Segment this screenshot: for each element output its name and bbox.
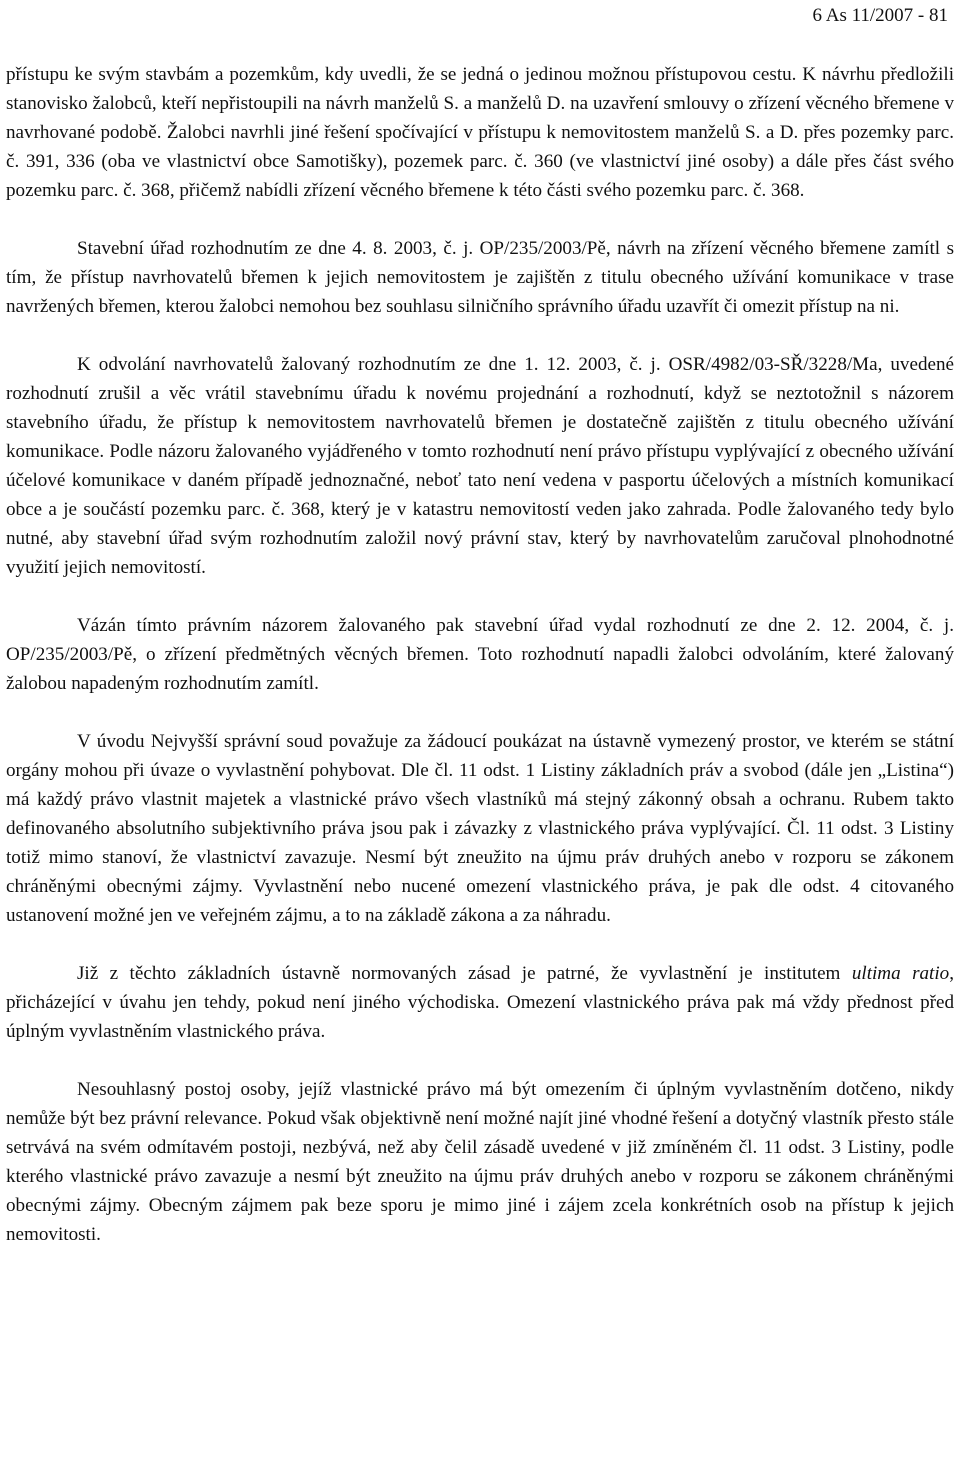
paragraph-appeal-decision: K odvolání navrhovatelů žalovaný rozhodnutím ze dne 1. 12. 2003, č. j. OSR/4982/03-SŘ/3228/Ma, uvedené rozhodnutí zrušil a věc vrátil stavebnímu úřadu k novému projednání a rozhodnutí, když se neztotožnil s názorem stavebního úřadu, že přístup k nemovitostem navrhovatelů břemen je dostatečně zajištěn z titulu obecného užívání komunikace. Podle názoru žalovaného vyjádřeného v tomto rozhodnutí není právo přístupu vyplývající z obecného užívání účelové komunikace v daném případě jednoznačné, neboť tato není vedena v pasportu účelových a místních komunikací obce a je součástí pozemku parc. č. 368, který je v katastru nemovitostí veden jako zahrada. Podle žalovaného tedy bylo nutné, aby stavební úřad svým rozhodnutím založil nový právní stav, který by navrhovatelům zaručoval plnohodnotné využití jejich nemovitostí.	[6, 354, 954, 578]
document-body	[6, 60, 954, 1278]
ultima-ratio-text-before: Již z těchto základních ústavně normovaných zásad je patrné, že vyvlastnění je institutem	[77, 963, 852, 984]
paragraph-bound-decision: Vázán tímto právním názorem žalovaného pak stavební úřad vydal rozhodnutí ze dne 2. 12. 2004, č. j. OP/235/2003/Pě, o zřízení předmětných věcných břemen. Toto rozhodnutí napadli žalobci odvoláním, které žalovaný žalobou napadeným rozhodnutím zamítl.	[6, 615, 954, 694]
ultima-ratio-italic-term: ultima ratio	[851, 963, 950, 984]
case-reference-header: 6 As 11/2007 - 81	[812, 5, 948, 26]
paragraph-building-office-decision: Stavební úřad rozhodnutím ze dne 4. 8. 2003, č. j. OP/235/2003/Pě, návrh na zřízení věcného břemene zamítl s tím, že přístup navrhovatelů břemen k jejich nemovitostem je zajištěn z titulu obecného užívání komunikace v trase navržených břemen, kterou žalobci nemohou bez souhlasu silničního správního úřadu uzavřít či omezit přístup na ni.	[6, 238, 954, 317]
paragraph-ultima-ratio	[6, 959, 954, 1046]
paragraph-owner-disagreement: Nesouhlasný postoj osoby, jejíž vlastnické právo má být omezením či úplným vyvlastněním dotčeno, nikdy nemůže být bez právní relevance. Pokud však objektivně není možné najít jiné vhodné řešení a dotyčný vlastník přesto stále setrvává na svém odmítavém postoji, nezbývá, než aby čelil zásadě uvedené v již zmíněném čl. 11 odst. 3 Listiny, podle kterého vlastnické právo zavazuje a nesmí být zneužito na újmu práv druhých anebo v rozporu se zákonem chráněnými obecnými zájmy. Obecným zájmem pak beze sporu je mimo jiné i zájem zcela konkrétních osob na přístup k jejich nemovitosti.	[6, 1079, 954, 1245]
ultima-ratio-text-after: , přicházející v úvahu jen tehdy, pokud není jiného východiska. Omezení vlastnického práva pak má vždy přednost před úplným vyvlastněním vlastnického práva.	[6, 963, 954, 1042]
paragraph-access-proposal: přístupu ke svým stavbám a pozemkům, kdy uvedli, že se jedná o jedinou možnou přístupovou cestu. K návrhu předložili stanovisko žalobců, kteří nepřistoupili na návrh manželů S. a manželů D. na uzavření smlouvy o zřízení věcného břemene v navrhované podobě. Žalobci navrhli jiné řešení spočívající v přístupu k nemovitostem manželů S. a D. přes pozemky parc. č. 391, 336 (oba ve vlastnictví obce Samotišky), pozemek parc. č. 360 (ve vlastnictví jiné osoby) a dále přes část svého pozemku parc. č. 368, přičemž nabídli zřízení věcného břemene k této části svého pozemku parc. č. 368.	[6, 64, 954, 201]
paragraph-constitutional-framework: V úvodu Nejvyšší správní soud považuje za žádoucí poukázat na ústavně vymezený prostor, ve kterém se státní orgány mohou při úvaze o vyvlastnění pohybovat. Dle čl. 11 odst. 1 Listiny základních práv a svobod (dále jen „Listina“) má každý právo vlastnit majetek a vlastnické právo všech vlastníků má stejný zákonný obsah a ochranu. Rubem takto definovaného absolutního subjektivního práva jsou pak i závazky z vlastnického práva vyplývající. Čl. 11 odst. 3 Listiny totiž mimo stanoví, že vlastnictví zavazuje. Nesmí být zneužito na újmu práv druhých anebo v rozporu se zákonem chráněnými obecnými zájmy. Vyvlastnění nebo nucené omezení vlastnického práva, je pak dle odst. 4 citovaného ustanovení možné jen ve veřejném zájmu, a to na základě zákona a za náhradu.	[6, 731, 954, 926]
